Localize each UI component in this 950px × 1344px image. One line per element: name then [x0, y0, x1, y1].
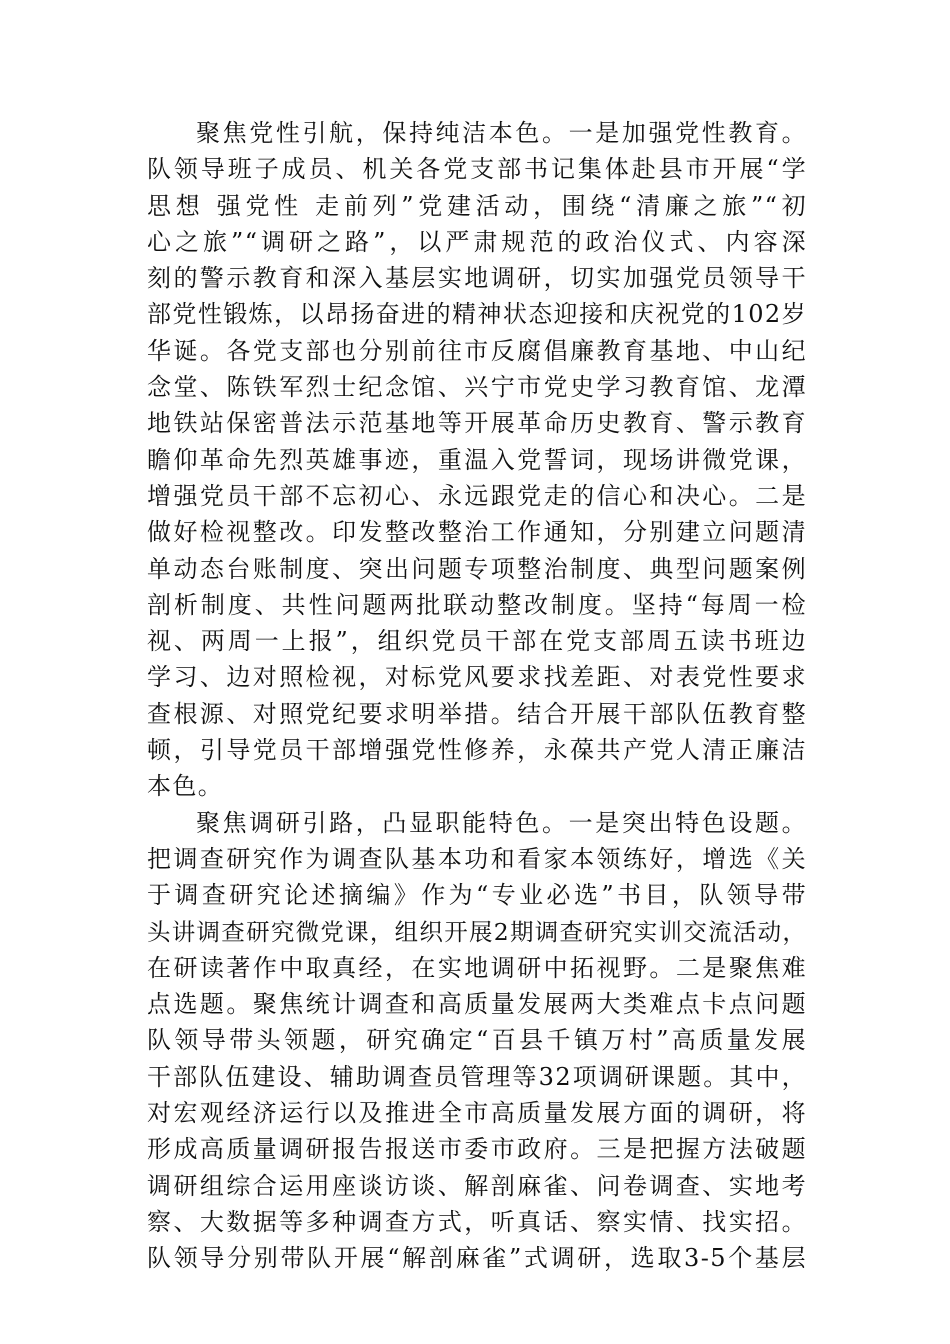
paragraph-2-line-13: 队领导分别带队开展“解剖麻雀”式调研，选取3-5个基层 — [147, 1244, 807, 1273]
paragraph-1-line-16: 学习、边对照检视，对标党风要求找差距、对表党性要求 — [147, 663, 807, 692]
paragraph-2-line-12: 察、大数据等多种调查方式，听真话、察实情、找实招。 — [147, 1207, 807, 1236]
paragraph-2-line-6: 点选题。聚焦统计调查和高质量发展两大类难点卡点问题 — [147, 990, 807, 1019]
paragraph-1-line-2: 队领导班子成员、机关各党支部书记集体赴县市开展“学 — [147, 155, 807, 184]
paragraph-1-line-4: 心之旅”“调研之路”，以严肃规范的政治仪式、内容深 — [147, 227, 807, 256]
paragraph-1-line-13: 单动态台账制度、突出问题专项整治制度、典型问题案例 — [147, 554, 807, 583]
body-text — [147, 115, 807, 1277]
paragraph-1-line-14: 剖析制度、共性问题两批联动整改制度。坚持“每周一检 — [147, 590, 807, 619]
paragraph-2-line-1: 聚焦调研引路，凸显职能特色。一是突出特色设题。 — [196, 808, 807, 837]
paragraph-1-line-9: 地铁站保密普法示范基地等开展革命历史教育、警示教育 — [147, 409, 807, 438]
paragraph-2-line-8: 干部队伍建设、辅助调查员管理等32项调研课题。其中， — [147, 1062, 807, 1091]
paragraph-1-line-19: 本色。 — [147, 772, 224, 801]
paragraph-1-line-10: 瞻仰革命先烈英雄事迹，重温入党誓词，现场讲微党课， — [147, 445, 807, 474]
paragraph-2-line-4: 头讲调查研究微党课，组织开展2期调查研究实训交流活动， — [147, 917, 807, 946]
paragraph-1-line-17: 查根源、对照党纪要求明举措。结合开展干部队伍教育整 — [147, 699, 807, 728]
paragraph-2-line-7: 队领导带头领题，研究确定“百县千镇万村”高质量发展 — [147, 1026, 807, 1055]
paragraph-1-line-1: 聚焦党性引航，保持纯洁本色。一是加强党性教育。 — [196, 119, 807, 147]
paragraph-1-line-8: 念堂、陈铁军烈士纪念馆、兴宁市党史学习教育馆、龙潭 — [147, 373, 807, 402]
paragraph-1-line-5: 刻的警示教育和深入基层实地调研，切实加强党员领导干 — [147, 264, 807, 293]
paragraph-1-line-7: 华诞。各党支部也分别前往市反腐倡廉教育基地、中山纪 — [147, 336, 807, 365]
paragraph-1-line-15: 视、两周一上报”，组织党员干部在党支部周五读书班边 — [147, 627, 807, 656]
paragraph-1-line-6: 部党性锻炼，以昂扬奋进的精神状态迎接和庆祝党的102岁 — [147, 300, 807, 329]
paragraph-2-line-5: 在研读著作中取真经，在实地调研中拓视野。二是聚焦难 — [147, 953, 807, 982]
paragraph-2-line-3: 于调查研究论述摘编》作为“专业必选”书目，队领导带 — [147, 881, 807, 910]
paragraph-2-line-9: 对宏观经济运行以及推进全市高质量发展方面的调研，将 — [147, 1099, 807, 1128]
paragraph-1-line-11: 增强党员干部不忘初心、永远跟党走的信心和决心。二是 — [147, 481, 807, 510]
paragraph-2-line-11: 调研组综合运用座谈访谈、解剖麻雀、问卷调查、实地考 — [147, 1171, 807, 1200]
paragraph-1-line-18: 顿，引导党员干部增强党性修养，永葆共产党人清正廉洁 — [147, 736, 807, 765]
paragraph-2-line-2: 把调查研究作为调查队基本功和看家本领练好，增选《关 — [147, 844, 807, 873]
paragraph-1-line-12: 做好检视整改。印发整改整治工作通知，分别建立问题清 — [147, 518, 807, 547]
paragraph-2-line-10: 形成高质量调研报告报送市委市政府。三是把握方法破题 — [147, 1135, 807, 1164]
paragraph-1-line-3: 思想 强党性 走前列”党建活动，围绕“清廉之旅”“初 — [147, 191, 807, 220]
